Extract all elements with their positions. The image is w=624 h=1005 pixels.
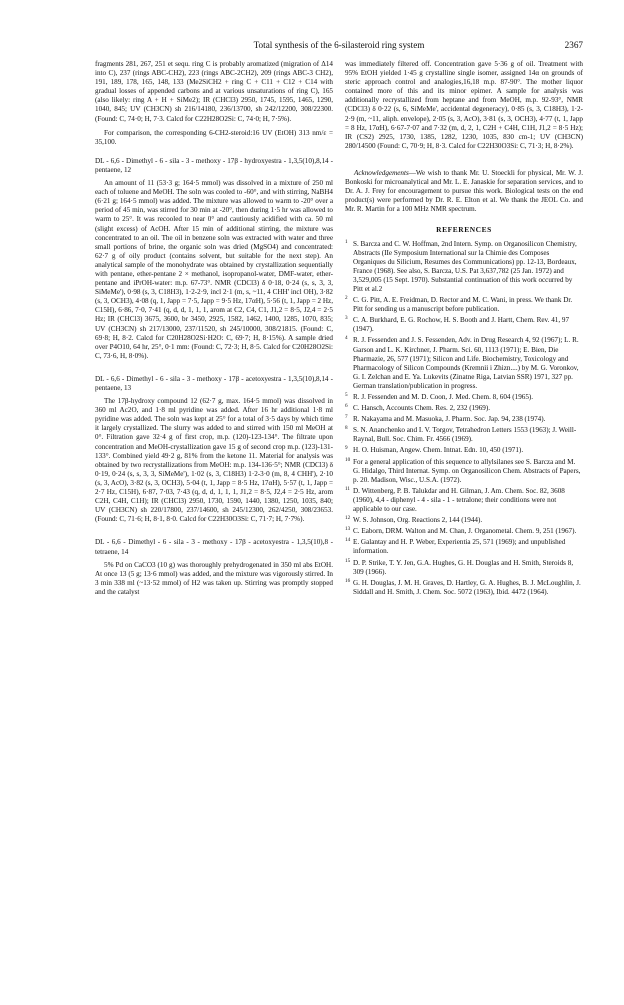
compound-heading-14: DL - 6,6 - Dimethyl - 6 - sila - 3 - methoxy - 17β - acetoxyestra - 1,3,5(10),8 - tetraene, 14 [95,538,333,556]
references-title: REFERENCES [436,225,492,235]
body-paragraph-mass-spec: fragments 281, 267, 251 et sequ. ring C is probably aromatized (migration of Δ14 into C), 237 (rings ABC-CH2), 223 (rings ABC-2CH2), 209 (rings ABC-3 CH2), 191, 189, 178, 165, 148, 133 (Me2SiCH2 + ring C + C11 + C12 + C14 with gradual losses of appended carbons and at various unsaturations of ring C), 165 (also likely: ring A + H + SiMe2); IR (CHCl3) 2950, 1745, 1595, 1465, 1290, 1040, 845; UV (CH3CN) sh 216/14180, 236/13700, sh 242/12200, 308/22300. (Found: C, 74·0; H, 7·3. Calcd for C22H28O2Si: C, 74·0; H, 7·5%). [95,60,333,123]
reference-number: 6 [345,403,348,410]
reference-number: 11 [345,485,350,492]
body-paragraph-compound-12: An amount of 11 (53·3 g; 164·5 mmol) was dissolved in a mixture of 250 ml each of toluene and MeOH. The soln was cooled to -60°, and with stirring, NaBH4 (6·21 g; 164·5 mmol) was added. The mixture was allowed to warm to -20° over a period of 45 min, was stirred for 30 min at -20°, then during 1·5 hr was allowed to warm to 25°. It was recooled to near 0° and cautiously acidified with ca. 50 ml (slight excess) of AcOH. After 15 min of additional stirring, the mixture was concentrated to an oil. The oil in benzene soln was extracted with water and three small portions of brine, the organic soln was dried (MgSO4) and concentrated: 62·7 g of oily product (contains solvent, but suitable for the next step). An analytical sample of the monohydrate was obtained by crystallization sequentially with pentane, ether-pentane 2 × methanol, isopropanol-water, DMF-water, ether-pentane and iPrOH-water: m.p. 67-73°. NMR (CDCl3) δ 0·18, 0·24 (s, s, 3, 3, SiMeMe'), 0·98 (s, 3, C18H3), 1·2-2·9, incl 2·1 (m, s, ~11, 4 CHH' incl OH), 3·82 (s, 3, OCH3), 4·08 (q, 1, Japp = 7·5, Japp = 9·5 Hz, 17αH), 5·56 (t, 1, Japp = 2 Hz, C15H), 6·86, 7·0, 7·41 (q, d, d, 1, 1, 1, arom at C2, C4, C1, J1,2 = 8·5, J2,4 = 2·5 Hz; IR (CHCl3) 3675, 3600, br 3450, 2925, 1582, 1462, 1400, 1285, 1070, 835; UV (CH3CN) sh 217/13000, 237/11520, sh 245/10000, 308/21815. (Found: C, 69·8; H, 8·2. Calcd for C20H28O2Si·H2O: C, 69·7; H, 8·15%). A sample dried over P4O10, 64 hr, 25°, 0·1 mm: (Found: C, 72·3; H, 8·5. Calcd for C20H28O2Si: C, 73·6, H, 8·0%). [95,179,333,360]
reference-text: C. Eaborn, DRM. Walton and M. Chan, J. Organometal. Chem. 9, 251 (1967). [353,527,577,536]
reference-item [345,415,583,424]
reference-item [345,446,583,455]
reference-text: C. A. Burkhard, E. G. Rochow, H. S. Booth and J. Hartt, Chem. Rev. 41, 97 (1947). [353,316,570,334]
reference-text: G. H. Douglas, J. M. H. Graves, D. Hartley, G. A. Hughes, B. J. McLoughlin, J. Siddall and H. Smith, J. Chem. Soc. 5072 (1963), Ibid. 4472 (1964). [353,578,581,596]
reference-item [345,426,583,444]
reference-number: 8 [345,425,348,432]
reference-number: 10 [345,456,351,463]
page-header [95,38,583,52]
reference-item [345,316,583,334]
reference-text: H. O. Huisman, Angew. Chem. Intnat. Edn. 10, 450 (1971). [353,446,524,455]
references-list [345,240,583,597]
reference-number: 12 [345,515,351,522]
reference-number: 3 [345,315,348,322]
reference-number: 4 [345,335,348,342]
reference-item [345,240,583,295]
body-paragraph-comparison: For comparison, the corresponding 6-CH2-steroid:16 UV (EtOH) 313 nm/ε = 35,100. [95,128,333,146]
acknowledgements-text: —We wish to thank Mr. U. Stoeckli for physical, Mr. W. J. Bonkoski for microanalytical and Mr. L. E. Janaskie for separation services, and to Dr. A. J. Frey for encouragement to pursue this work. Biological tests on the end product(s) were performed by Dr. R. E. Elton et al. We thank the JEOL Co. and Mr. R. Martin for a 100 MHz NMR spectrum. [345,168,583,214]
acknowledgements [345,169,583,214]
reference-text: R. J. Fessenden and J. S. Fessenden, Adv. in Drug Research 4, 92 (1967); L. R. Garson and L. K. Kirchner, J. Pharm. Sci. 60, 1113 (1971); E. Bien, Die Pharmazie, 26, 577 (1971); Silicon and Life. Biochemistry, Toxicology and Pharmacology of Silicon Compounds (Kremnii i Zhizn....) by M. G. Voronkov, G. I. Zelchan and E. Ya. Lukevits (Zinatne Riga, Latvian SSR) 1971, 327 pp. German translation/publication in progress. [353,336,579,390]
reference-number: 1 [345,238,348,245]
reference-number: 14 [345,537,351,544]
reference-item [345,559,583,577]
left-column [95,60,333,602]
reference-text: W. S. Johnson, Org. Reactions 2, 144 (1944). [353,516,483,525]
reference-number: 7 [345,414,348,421]
reference-item [345,393,583,402]
reference-number: 15 [345,557,351,564]
reference-item [345,527,583,536]
compound-heading-13: DL - 6,6 - Dimethyl - 6 - sila - 3 - methoxy - 17β - acetoxyestra - 1,3,5(10),8,14 - pentaene, 13 [95,374,333,392]
reference-text: D. Wittenberg, P. B. Talukdar and H. Gilman, J. Am. Chem. Soc. 82, 3608 (1960), 4,4 - diphenyl - 4 - sila - 1 - tetralone; their conditions were not applicable to our case. [353,486,565,514]
reference-number: 5 [345,392,348,398]
body-paragraph-compound-14: 5% Pd on CaCO3 (10 g) was thoroughly prehydrogenated in 350 ml abs EtOH. At once 13 (5 g; 13·6 mmol) was added, and the mixture was vigorously stirred. In 3 min 338 ml (~13·52 mmol) of H2 was taken up. Stirring was promptly stopped and the catalyst [95,560,333,596]
reference-number: 13 [345,526,351,533]
reference-text: For a general application of this sequence to allylsilanes see S. Barcza and M. G. Hidalgo, Third Internat. Symp. on Organosilicon Chem. Abstracts of Papers, p. 20. Madison, Wisc., U.S.A. (1972). [353,457,581,484]
reference-text: R. J. Fessenden and M. D. Coon, J. Med. Chem. 8, 604 (1965). [353,393,534,401]
body-paragraph-continuation: was immediately filtered off. Concentration gave 5·36 g of oil. Treatment with 95% EtOH yielded 1·45 g crystalline single isomer, assigned 14α on grounds of steric approach control and analogies,16,18 m.p. 87-90°. The mother liquor contained more of this and its minor epimer. A sample for analysis was additionally recrystallized from heptane and from MeOH, m.p. 92-93°, NMR (CDCl3) δ 0·22 (s, 6, SiMeMe', accidental degeneracy), 0·85 (s, 3, C18H3), 1·2-2·9 (m, ~11, aliph. envelope), 2·05 (s, 3, AcO), 3·81 (s, 3, OCH3), 4·77 (t, 1, Japp = 8 Hz, 17αH), 6·67-7·07 and 7·32 (m, d, 2, 1, C2H + C4H, C1H, J1,2 = 8·5 Hz); IR (CS2) 2925, 1730, 1385, 1282, 1230, 1035, 830 cm-1; UV (CH3CN) 280/14500 (Found: C, 70·9; H, 8·3. Calcd for C22H30O3Si: C, 71·3; H, 8·2%). [345,60,583,150]
reference-text: R. Nakayama and M. Masuoka, J. Pharm. Soc. Jap. 94, 238 (1974). [353,415,546,424]
acknowledgements-label: Acknowledgements [354,168,409,177]
body-paragraph-compound-13: The 17β-hydroxy compound 12 (62·7 g, max. 164·5 mmol) was dissolved in 360 ml Ac2O, and 1·8 ml pyridine was added. After 16 hr additional 1·8 ml pyridine was added. The soln was kept at 25° for a total of 3·5 days by which time it largely crystallized. The slurry was added to and stirred with 150 ml MeOH at 0°. Filtration gave 32·4 g of first crop, m.p. (120)-123-134°. The filtrate upon concentration and MeOH-crystallization gave 15 g of second crop m.p. (123)-131-133°. Combined yield 49·2 g, 81% from the ketone 11. Material for analysis was obtained by two recrystallizations from MeOH: m.p. 134-136·5°; NMR (CDCl3) δ 0·19, 0·24 (s, s, 3, 3, SiMeMe'), 1·02 (s, 3, C18H3) 1·2-3·0 (m, 8, 4 CHH'), 2·10 (s, 3, AcO), 3·82 (s, 3, OCH3), 5·04 (t, 1, Japp = 8·5 Hz, 17αH), 5·57 (t, 1, Japp = 2·7 Hz, C15H), 6·87, 7·03, 7·43 (q, d, d, 1, 1, 1, J1,2 = 8·5, J2,4 = 2·5 Hz, arom C2H, C4H, C1H); IR (CHCl3) 2950, 1730, 1590, 1440, 1380, 1250, 1035, 840; UV (CH3CN) sh 220/17800, 237/14600, sh 245/12300, 262/4250, 308/23653. (Found: C, 71·6; H, 8·1, 8·0. Calcd for C22H30O3Si: C, 71·7; H, 7·7%). [95,397,333,524]
reference-item [345,487,583,514]
running-title: Total synthesis of the 6-silasteroid ring system [253,40,425,50]
reference-number: 2 [345,295,348,302]
reference-item [345,579,583,597]
reference-item [345,404,583,413]
reference-item [345,296,583,314]
reference-item [345,458,583,485]
compound-heading-12: DL - 6,6 - Dimethyl - 6 - sila - 3 - methoxy - 17β - hydroxyestra - 1,3,5(10),8,14 - pentaene, 12 [95,156,333,174]
right-column [345,60,583,599]
reference-number: 16 [345,577,351,584]
reference-item [345,538,583,556]
reference-text: C. Hansch, Accounts Chem. Res. 2, 232 (1969). [353,404,491,413]
reference-text: E. Galantay and H. P. Weber, Experientia 25, 571 (1969); and unpublished information. [353,538,566,556]
reference-text: C. G. Pitt, A. E. Freidman, D. Rector and M. C. Wani, in press. We thank Dr. Pitt for sending us a manuscript before publication. [353,296,573,314]
reference-item [345,516,583,525]
page-number: 2367 [564,40,583,50]
reference-text: D. P. Strike, T. Y. Jen, G.A. Hughes, G. H. Douglas and H. Smith, Steroids 8, 309 (1966). [353,558,574,576]
reference-text: S. N. Ananchenko and I. V. Torgov, Tetrahedron Letters 1553 (1963); J. Weill-Raynal, Bull. Soc. Chim. Fr. 4566 (1969). [353,426,577,444]
reference-number: 9 [345,445,348,452]
reference-item [345,336,583,391]
reference-text: S. Barcza and C. W. Hoffman, 2nd Intern. Symp. on Organosilicon Chemistry, Abstracts (IIe Symposium International sur la Chimie des Composes Organiques du Silicium, Resumes des Communications) pp. 12-13, Bordeaux, France (1968). See also, S. Barcza, U.S. Pat 3,637,782 (25 Jan. 1972) and 3,529,005 (15 Sept. 1970). Substantial continuation of this work occurred by Pitt et al.2 [353,239,577,293]
